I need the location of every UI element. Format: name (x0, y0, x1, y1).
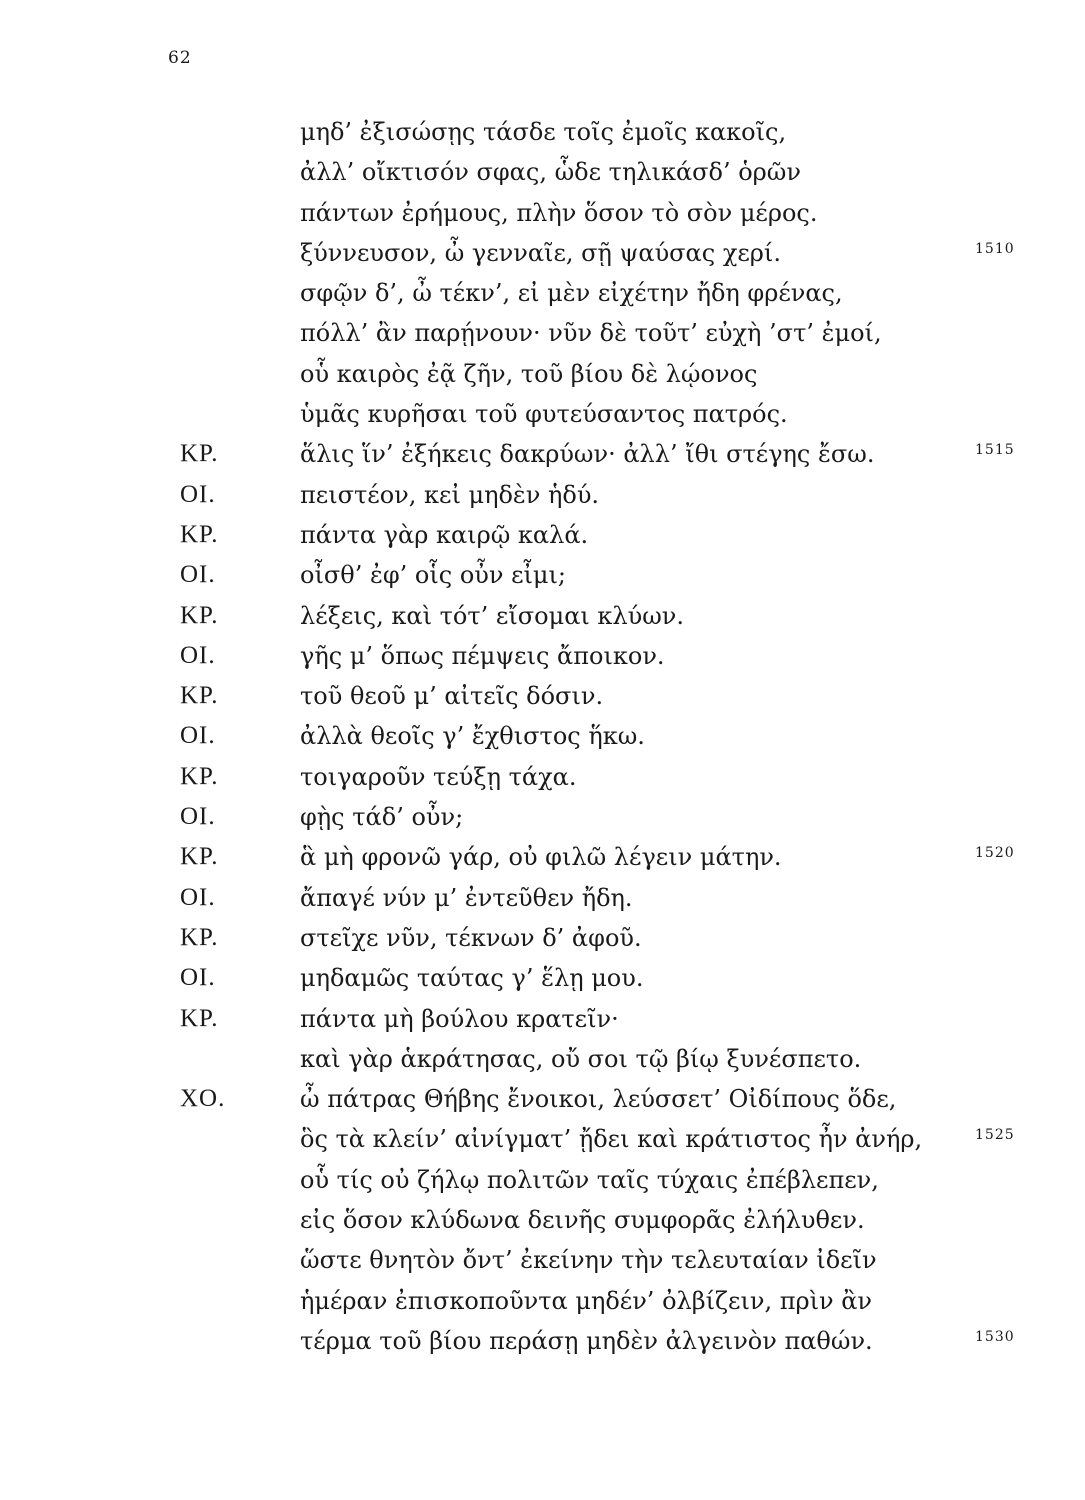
verse-line (0, 1119, 1085, 1159)
verse-line (0, 1039, 1085, 1079)
speaker-label: ΟΙ. (180, 480, 216, 508)
verse-text: ὑμᾶς κυρῆσαι τοῦ φυτεύσαντος πατρός. (300, 400, 788, 429)
line-number: 1530 (975, 1328, 1015, 1345)
speaker-label: ΚΡ. (180, 843, 219, 871)
verse-text: ἡμέραν ἐπισκοποῦντα μηδέν’ ὀλβίζειν, πρὶν ἂν (300, 1286, 873, 1315)
line-number: 1510 (975, 240, 1015, 257)
verse-line (0, 354, 1085, 394)
verse-line (0, 1281, 1085, 1321)
verse-text: πάντα μὴ βούλου κρατεῖν· (300, 1004, 619, 1033)
speaker-label: ΟΙ. (180, 641, 216, 669)
speaker-label: ΚΡ. (180, 762, 219, 790)
verse-line (0, 273, 1085, 313)
verse-text: οὗ καιρὸς ἐᾷ ζῆν, τοῦ βίου δὲ λῴονος (300, 359, 758, 388)
speaker-label: ΚΡ. (180, 601, 219, 629)
verse-line (0, 918, 1085, 958)
verse-text: ἀλλὰ θεοῖς γ’ ἔχθιστος ἥκω. (300, 722, 645, 751)
verse-text: πάντων ἐρήμους, πλὴν ὅσον τὸ σὸν μέρος. (300, 198, 818, 227)
verse-line (0, 837, 1085, 877)
verse-line (0, 515, 1085, 555)
speaker-label: ΚΡ. (180, 682, 219, 710)
verse-text: πειστέον, κεἰ μηδὲν ἡδύ. (300, 480, 600, 509)
speaker-label: ΚΡ. (180, 923, 219, 951)
verse-text: καὶ γὰρ ἁκράτησας, οὔ σοι τῷ βίῳ ξυνέσπετο. (300, 1044, 862, 1073)
verse-line (0, 636, 1085, 676)
line-number: 1515 (975, 442, 1015, 459)
verse-text: ὃς τὰ κλείν’ αἰνίγματ’ ᾔδει καὶ κράτιστος ἦν ἀνήρ, (300, 1125, 923, 1154)
verse-line (0, 1321, 1085, 1361)
verse-line (0, 152, 1085, 192)
verse-line (0, 475, 1085, 515)
line-number: 1520 (975, 845, 1015, 862)
verse-line (0, 313, 1085, 353)
verse-text: γῆς μ’ ὅπως πέμψεις ἄποικον. (300, 641, 665, 670)
verse-text: στεῖχε νῦν, τέκνων δ’ ἀφοῦ. (300, 923, 642, 952)
verse-line (0, 676, 1085, 716)
verse-text: πόλλ’ ἂν παρῄνουν· νῦν δὲ τοῦτ’ εὐχὴ ’στ’ ἐμοί, (300, 319, 882, 348)
verse-line (0, 999, 1085, 1039)
verse-line (0, 1160, 1085, 1200)
verse-line (0, 233, 1085, 273)
verse-text: φῂς τάδ’ οὖν; (300, 803, 464, 832)
verse-text: λέξεις, καὶ τότ’ εἴσομαι κλύων. (300, 601, 685, 630)
verse-line (0, 434, 1085, 474)
speaker-label: ΟΙ. (180, 883, 216, 911)
verse-text: τέρμα τοῦ βίου περάσῃ μηδὲν ἀλγεινὸν παθών. (300, 1326, 873, 1355)
verse-text: πάντα γὰρ καιρῷ καλά. (300, 520, 589, 549)
verse-text: ξύννευσον, ὦ γενναῖε, σῇ ψαύσας χερί. (300, 238, 781, 267)
verse-line (0, 1200, 1085, 1240)
verse-text: ὥστε θνητὸν ὄντ’ ἐκείνην τὴν τελευταίαν ἰδεῖν (300, 1246, 877, 1275)
verse-text: ἀλλ’ οἴκτισόν σφας, ὧδε τηλικάσδ’ ὁρῶν (300, 158, 801, 187)
verse-text: οἶσθ’ ἐφ’ οἷς οὖν εἶμι; (300, 561, 567, 590)
verse-text: ἅλις ἵν’ ἐξήκεις δακρύων· ἀλλ’ ἴθι στέγης ἔσω. (300, 440, 875, 469)
verse-text-block (0, 112, 1085, 1361)
speaker-label: ΧΟ. (180, 1085, 226, 1113)
speaker-label: ΚΡ. (180, 440, 219, 468)
speaker-label: ΟΙ. (180, 803, 216, 831)
speaker-label: ΟΙ. (180, 964, 216, 992)
verse-line (0, 716, 1085, 756)
page-number: 62 (168, 48, 192, 68)
verse-line (0, 958, 1085, 998)
verse-line (0, 112, 1085, 152)
verse-line (0, 878, 1085, 918)
verse-line (0, 757, 1085, 797)
verse-line (0, 555, 1085, 595)
verse-text: τοῦ θεοῦ μ’ αἰτεῖς δόσιν. (300, 682, 604, 711)
speaker-label: ΚΡ. (180, 520, 219, 548)
verse-line (0, 797, 1085, 837)
verse-text: σφῷν δ’, ὦ τέκν’, εἰ μὲν εἰχέτην ἤδη φρένας, (300, 279, 843, 308)
verse-text: ἄπαγέ νύν μ’ ἐντεῦθεν ἤδη. (300, 883, 633, 912)
verse-text: μηδαμῶς ταύτας γ’ ἕλῃ μου. (300, 964, 644, 993)
verse-text: εἰς ὅσον κλύδωνα δεινῆς συμφορᾶς ἐλήλυθεν. (300, 1206, 865, 1235)
line-number: 1525 (975, 1127, 1015, 1144)
verse-text: οὗ τίς οὐ ζήλῳ πολιτῶν ταῖς τύχαις ἐπέβλεπεν, (300, 1165, 879, 1194)
verse-line (0, 1079, 1085, 1119)
speaker-label: ΟΙ. (180, 722, 216, 750)
verse-line (0, 394, 1085, 434)
verse-line (0, 1240, 1085, 1280)
speaker-label: ΚΡ. (180, 1004, 219, 1032)
verse-text: τοιγαροῦν τεύξῃ τάχα. (300, 762, 577, 791)
verse-text: μηδ’ ἐξισώσῃς τάσδε τοῖς ἐμοῖς κακοῖς, (300, 118, 787, 146)
speaker-label: ΟΙ. (180, 561, 216, 589)
verse-line (0, 596, 1085, 636)
verse-text: ἃ μὴ φρονῶ γάρ, οὐ φιλῶ λέγειν μάτην. (300, 843, 782, 872)
verse-text: ὦ πάτρας Θήβης ἔνοικοι, λεύσσετ’ Οἰδίπους ὅδε, (300, 1085, 897, 1114)
verse-line (0, 193, 1085, 233)
